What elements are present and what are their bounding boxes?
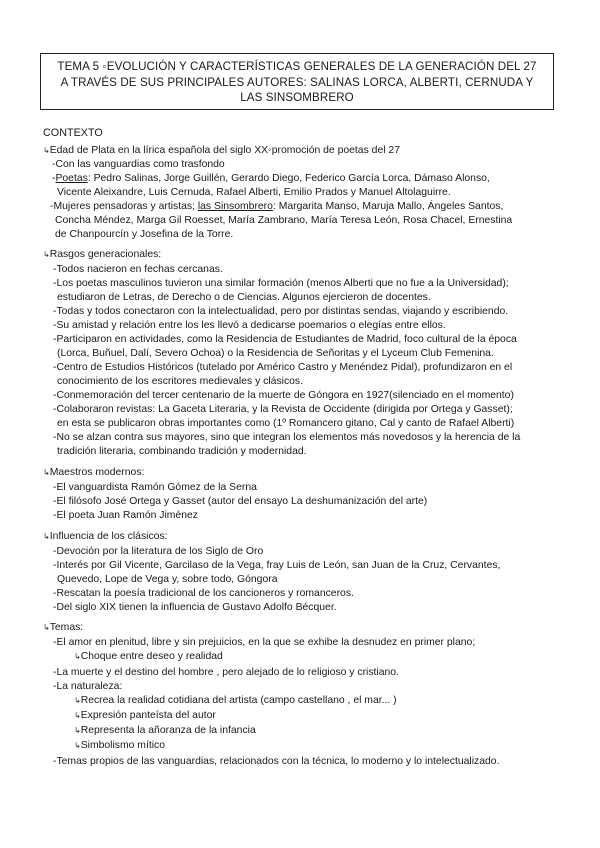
bullet-line: -Conmemoración del tercer centenario de la muerte de Góngora en 1927(silenciado en el momento) (53, 390, 514, 401)
bullet-line: -La naturaleza: (53, 681, 123, 692)
bullet-line: -El filósofo José Ortega y Gasset (autor del ensayo La deshumanización del arte) (53, 496, 428, 507)
bullet-line: -La muerte y el destino del hombre , pero alejado de lo religioso y cristiano. (53, 667, 399, 678)
continuation-line: Vicente Aleixandre, Luis Cernuda, Rafael Alberti, Emilio Prados y Manuel Altolaguirre. (57, 187, 451, 198)
section-heading-text: Rasgos generacionales: (49, 249, 162, 260)
hook-bullet-icon: ↳ (74, 711, 81, 720)
bullet-line: -Devoción por la literatura de los Siglo de Oro (53, 546, 264, 557)
sinsombrero-text: : Margarita Manso, Maruja Mallo, Ángeles Santos, (272, 201, 504, 212)
bullet-line: -El amor en plenitud, libre y sin prejuicios, en la que se exhibe la desnudez en primer plano; (53, 637, 476, 648)
sub-bullet-line (74, 709, 216, 723)
bullet-line: -Del siglo XIX tienen la influencia de Gustavo Adolfo Bécquer. (53, 602, 337, 613)
hook-bullet-icon: ↳ (74, 726, 81, 735)
title-line-3: LAS SINSOMBRERO (240, 91, 354, 105)
sub-bullet-text: Representa la añoranza de la infancia (80, 725, 256, 736)
bullet-line: -El vanguardista Ramón Gómez de la Serna (53, 482, 257, 493)
hook-bullet-icon: ↳ (43, 146, 50, 155)
section-temas-heading (43, 621, 83, 635)
sub-bullet-text: Recrea la realidad cotidiana del artista (campo castellano , el mar... ) (80, 695, 397, 706)
title-line-2: A TRAVÉS DE SUS PRINCIPALES AUTORES: SALINAS LORCA, ALBERTI, CERNUDA Y (60, 75, 534, 89)
bullet-line-poetas (52, 172, 490, 186)
title-line-1: TEMA 5 ◦EVOLUCIÓN Y CARACTERÍSTICAS GENERALES DE LA GENERACIÓN DEL 27 (57, 60, 537, 73)
sub-bullet-line (74, 724, 256, 738)
hook-bullet-icon: ↳ (43, 468, 50, 477)
bullet-line: -Colaboraron revistas: La Gaceta Literaria, y la Revista de Occidente (dirigida por Ortega y Gasset); (53, 404, 513, 415)
section-heading-text: Maestros modernos: (49, 467, 145, 478)
continuation-line: conocimiento de los escritores medievales y clásicos. (57, 376, 304, 387)
bullet-line: -Participaron en actividades, como la Residencia de Estudiantes de Madrid, foco cultural de la época (53, 334, 517, 345)
sub-bullet-text: Choque entre deseo y realidad (80, 651, 223, 662)
section-clasicos-heading (43, 530, 168, 544)
hook-bullet-icon: ↳ (74, 741, 81, 750)
dash: - (52, 173, 56, 184)
section-heading-text: Influencia de los clásicos: (49, 531, 168, 542)
continuation-line: Concha Méndez, Marga Gil Roesset, María Zambrano, María Teresa León, Rosa Chacel, Ernestina (55, 215, 513, 226)
continuation-line: estudiaron de Letras, de Derecho o de Ciencias. Algunos ejercieron de docentes. (57, 292, 431, 303)
title-box (40, 53, 554, 110)
sub-bullet-line (74, 650, 223, 664)
bullet-line: -No se alzan contra sus mayores, sino que integran los elementos más novedosos y la herencia de la (53, 432, 521, 443)
continuation-line: tradición literaria, combinando tradición y modernidad. (57, 446, 307, 457)
bullet-line: -Centro de Estudios Históricos (tutelado por Américo Castro y Menéndez Pidal), profundizaron en el (53, 362, 513, 373)
continuation-line: (Lorca, Buñuel, Dalí, Severo Ochoa) o la Residencia de Señoritas y el Lyceum Club Femenina. (57, 348, 494, 359)
section-rasgos-heading (43, 248, 161, 262)
sub-bullet-line (74, 694, 397, 708)
bullet-line: -Interés por Gil Vicente, Garcilaso de la Vega, fray Luis de León, san Juan de la Cruz, Cervantes, (53, 560, 501, 571)
section-heading-text: Temas: (49, 622, 84, 633)
section-edad-de-plata-heading (43, 144, 400, 158)
bullet-line: -Los poetas masculinos tuvieron una similar formación (menos Alberti que no fue a la Universidad); (53, 278, 509, 289)
hook-bullet-icon: ↳ (74, 696, 81, 705)
continuation-line: en esta se publicaron obras importantes como (1º Romancero gitano, Cal y canto de Rafael Alberti) (57, 418, 515, 429)
hook-bullet-icon: ↳ (43, 250, 50, 259)
poetas-text: : Pedro Salinas, Jorge Guillén, Gerardo Diego, Federico García Lorca, Dámaso Alonso, (87, 173, 490, 184)
contexto-heading: CONTEXTO (43, 127, 103, 139)
bullet-line: -El poeta Juan Ramón Jiménez (53, 510, 198, 521)
bullet-line: -Rescatan la poesía tradicional de los cancioneros y romanceros. (53, 588, 354, 599)
bullet-line: -Todos nacieron en fechas cercanas. (53, 264, 223, 275)
sub-bullet-text: Simbolismo mítico (80, 740, 166, 751)
continuation-line: Quevedo, Lope de Vega y, sobre todo, Góngora (57, 574, 278, 585)
section-heading-text: Edad de Plata en la lírica española del siglo XX◦promoción de poetas del 27 (49, 145, 400, 156)
sub-bullet-line (74, 739, 165, 753)
section-maestros-heading (43, 466, 144, 480)
sub-bullet-text: Expresión panteísta del autor (80, 710, 216, 721)
continuation-line: de Chanpourcín y Josefina de la Torre. (55, 229, 234, 240)
bullet-line: -Temas propios de las vanguardias, relacionados con la técnica, lo moderno y lo intelectualizado. (53, 756, 500, 767)
bullet-line-mujeres (50, 200, 503, 214)
mujeres-text: -Mujeres pensadoras y artistas; (50, 201, 198, 212)
bullet-line: -Todas y todos conectaron con la intelectualidad, pero por distintas sendas, viajando y escribiendo. (53, 306, 509, 317)
bullet-line: -Su amistad y relación entre los les llevó a dedicarse poemarios o elegías entre ellos. (53, 320, 446, 331)
hook-bullet-icon: ↳ (74, 652, 81, 661)
sinsombrero-label: las Sinsombrero (197, 201, 273, 212)
poetas-label: Poetas (55, 173, 88, 184)
hook-bullet-icon: ↳ (43, 532, 50, 541)
hook-bullet-icon: ↳ (43, 623, 50, 632)
bullet-line: -Con las vanguardias como trasfondo (52, 159, 225, 170)
